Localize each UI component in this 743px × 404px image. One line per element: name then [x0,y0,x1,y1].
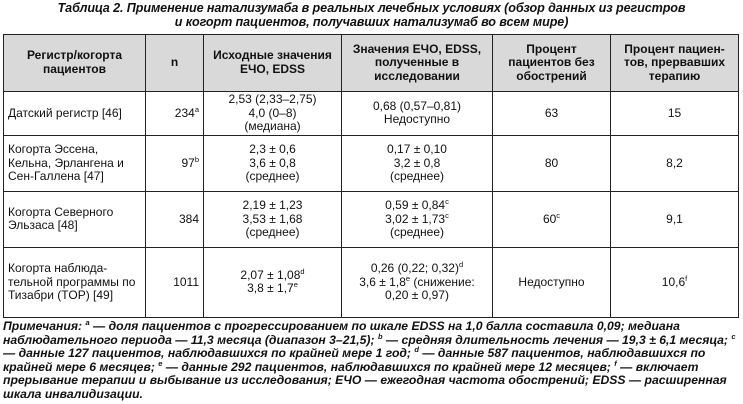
cell-baseline: 2,19 ± 1,23 3,53 ± 1,68 (среднее) [204,191,342,247]
header-relapse-free: Процент пациентов без обострений [493,35,611,92]
cell-stopped: 9,1 [611,191,739,247]
cell-n: 384 [146,191,204,247]
caption-line-1: Таблица 2. Применение натализумаба в реальных лечебных условиях (обзор данных из регистров [57,1,686,15]
table-row [4,135,739,191]
table-caption [4,1,739,29]
header-stopped: Процент пациен-тов, прервавших терапию [611,35,739,92]
cell-relapse-free: 63 [493,92,611,136]
notes-lead: Примечания: [3,319,83,333]
header-n: n [146,35,204,92]
cell-n: 1011 [146,247,204,317]
header-registry: Регистр/когорта пациентов [4,35,146,92]
header-baseline: Исходные значения ЕЧО, EDSS [204,35,342,92]
cell-registry: Когорта Северного Эльзаса [48] [4,191,146,247]
table-row [4,247,739,317]
cell-stopped: 8,2 [611,135,739,191]
cell-baseline: 2,53 (2,33–2,75) 4,0 (0–8) (медиана) [204,92,342,136]
header-row [4,35,739,92]
cell-stopped: 10,6$^f$ [611,247,739,317]
cell-relapse-free: Недоступно [493,247,611,317]
table-row [4,92,739,136]
cell-baseline: 2,3 ± 0,6 3,6 ± 0,8 (среднее) [204,135,342,191]
caption-line-2: и когорт пациентов, получавших натализумаб во всем мире) [174,15,569,29]
cell-relapse-free: 60$^c$ [493,191,611,247]
cell-study: 0,17 ± 0,10 3,2 ± 0,8 (среднее) [342,135,493,191]
cell-relapse-free: 80 [493,135,611,191]
cell-registry: Датский регистр [46] [4,92,146,136]
cell-stopped: 15 [611,92,739,136]
cell-study: 0,59 ± 0,84$^c$ 3,02 ± 1,73$^c$ (среднее) [342,191,493,247]
cell-registry: Когорта Эссена, Кельна, Эрлангена и Сен-Галлена [47] [4,135,146,191]
natalizumab-table [3,34,739,318]
cell-registry: Когорта наблюда-тельной программы по Тизабри (TOP) [49] [4,247,146,317]
cell-n: 97$^b$ [146,135,204,191]
cell-baseline: 2,07 ± 1,08$^d$ 3,8 ± 1,7$^e$ [204,247,342,317]
table-row [4,191,739,247]
table-notes: Примечания: $^a$ — доля пациентов с прогрессированием по шкале EDSS на 1,0 балла составила 0,09; медиана наблюдательного периода — 11,3 месяца (диапазон 3–21,5); $^b$ — средняя длительность лечения — 19,3 ± 6,1 месяца; $^c$ — данные 127 пациентов, наблюдавшихся по крайней мере 1 год; $^d$ — данные 587 пациентов, наблюдавшихся по крайней мере 6 месяцев; $^e$ — данные 292 пациентов, наблюдавшихся по крайней мере 12 месяцев; $^f$ — включает прерывание терапии и выбывание из исследования; ЕЧО — ежегодная частота обострений; EDSS — расширенная шкала инвалидизации. [3,317,736,401]
cell-study: 0,26 (0,22; 0,32)$^d$ 3,6 ± 1,8$^e$ (снижение: 0,20 ± 0,97) [342,247,493,317]
header-study: Значения ЕЧО, EDSS, полученные в исследовании [342,35,493,92]
cell-n: 234$^a$ [146,92,204,136]
cell-study: 0,68 (0,57–0,81) Недоступно [342,92,493,136]
